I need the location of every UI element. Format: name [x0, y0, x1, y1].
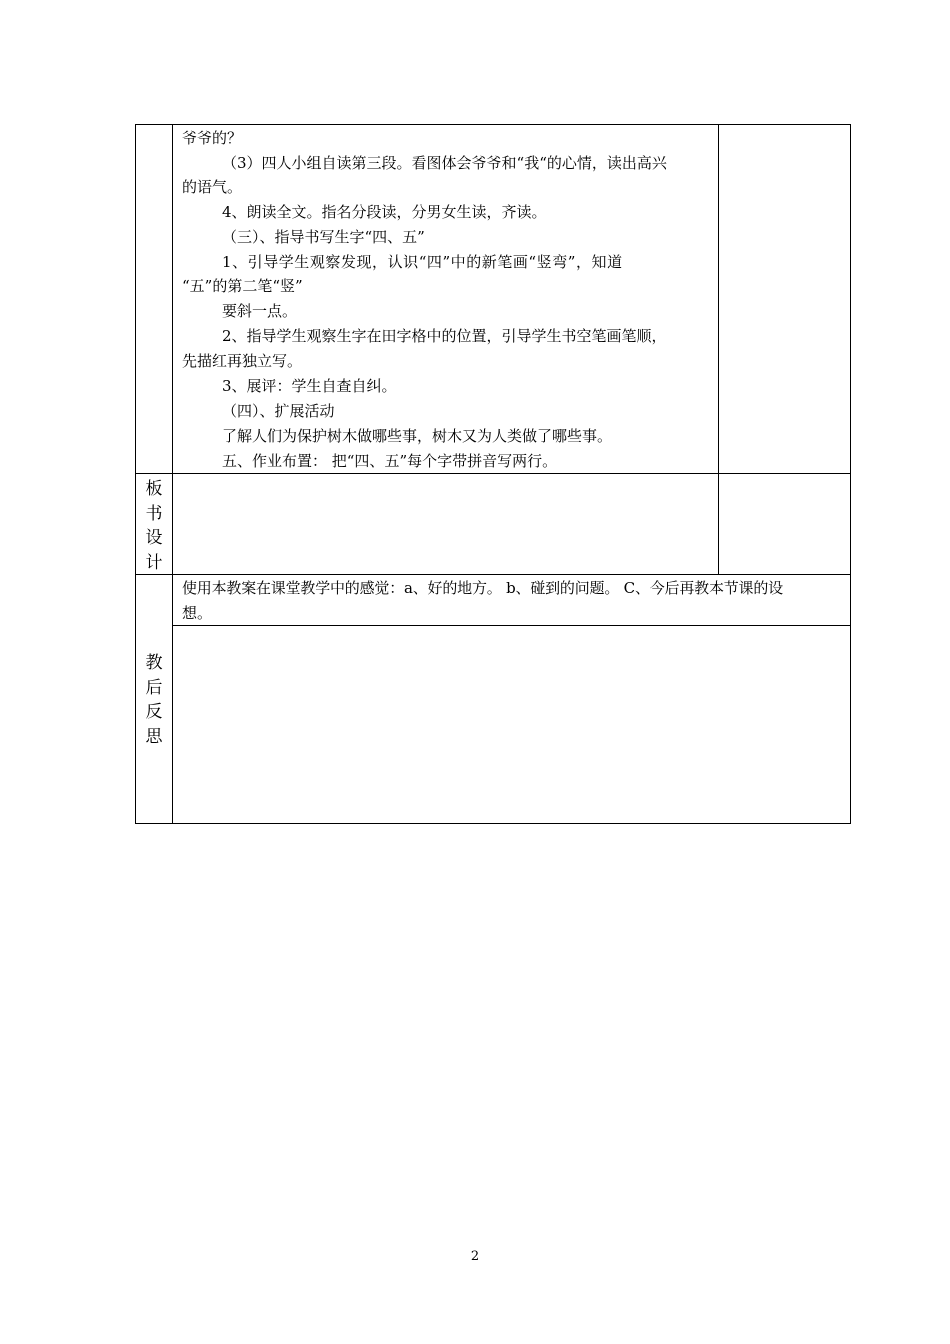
lesson-line: “五”的第二笔“竖” [182, 277, 303, 295]
board-design-label [136, 477, 172, 575]
section-heading: （四）、扩展活动 [222, 402, 335, 420]
reflection-label [136, 651, 172, 749]
homework-line: 五、作业布置： 把“四、五”每个字带拼音写两行。 [222, 452, 558, 470]
lesson-line: （3）四人小组自读第三段。看图体会爷爷和“我“的心情，读出高兴 [222, 154, 667, 172]
lesson-line: 先描红再独立写。 [182, 352, 303, 370]
lesson-line: 的语气。 [182, 178, 243, 196]
board-design-label-char: 设 [145, 528, 163, 548]
lesson-line: 1、引导学生观察发现，认识“四”中的新笔画“竖弯”，知道 [222, 253, 623, 271]
lesson-line: 2、指导学生观察生字在田字格中的位置，引导学生书空笔画笔顺， [222, 327, 667, 345]
reflection-label-char: 后 [145, 677, 163, 698]
page-number: 2 [470, 1249, 480, 1264]
board-design-label-char: 板 [145, 479, 163, 499]
lesson-line: 了解人们为保护树木做哪些事，树木又为人类做了哪些事。 [222, 427, 613, 445]
reflection-label-char: 教 [145, 653, 163, 673]
board-design-label-char: 书 [145, 503, 163, 524]
reflection-prompt: 想。 [182, 604, 213, 622]
lesson-line: 3、展评：学生自查自纠。 [222, 377, 397, 395]
lesson-line: 4、朗读全文。指名分段读，分男女生读，齐读。 [222, 203, 547, 221]
reflection-label-char: 思 [145, 726, 163, 747]
reflection-prompt: 使用本教案在课堂教学中的感觉：a、好的地方。 b、碰到的问题。 C、今后再教本节课的设 [182, 579, 783, 597]
reflection-label-char: 反 [145, 702, 163, 722]
row-divider-reflection [135, 574, 851, 575]
lesson-line: 爷爷的？ [182, 129, 243, 147]
lesson-line: 要斜一点。 [222, 302, 298, 320]
notes-column-divider [718, 124, 719, 575]
section-heading: （三）、指导书写生字“四、五” [222, 228, 425, 246]
board-design-label-char: 计 [145, 552, 163, 573]
board-design-content [173, 474, 718, 574]
reflection-content [173, 626, 851, 824]
